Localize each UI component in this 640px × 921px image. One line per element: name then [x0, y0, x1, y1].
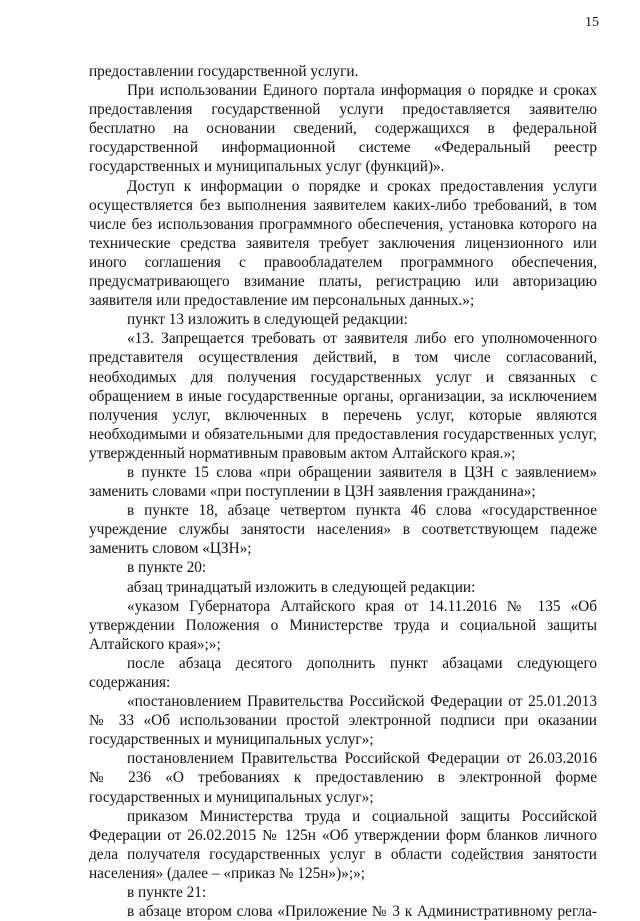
- paragraph: после абзаца десятого дополнить пункт абзацами следующего содержания:: [89, 654, 597, 691]
- paragraph: предоставлении государственной услуги.: [89, 63, 359, 80]
- document-body: [89, 62, 597, 921]
- paragraph: «13. Запрещается требовать от заявителя либо его уполномоченного представителя осуществления действий, в том числе согласований, необходимых для получения государственных услуг и связанных с обращением в иные государственные органы, организации, за исключением получения услуг, включенных в перечень услуг, которые являются необходимыми и обязательными для предоставления государственных услуг, утвержденный нормативным правовым актом Алтайского края.»;: [89, 330, 597, 462]
- paragraph: приказом Министерства труда и социальной защиты Российской Федерации от 26.02.2015 № 125н «Об утверждении форм бланков личного дела получателя государственных услуг в области содействия занятости населения» (далее – «приказ № 125н»)»;»;: [89, 807, 597, 882]
- paragraph: в пункте 20:: [127, 559, 207, 577]
- paragraph: постановлением Правительства Российской Федерации от 26.03.2016 № 236 «О требованиях к предоставлению в электронной форме государственных и муниципальных услуг»;: [89, 750, 597, 806]
- paragraph: пункт 13 изложить в следующей редакции:: [127, 311, 408, 329]
- paragraph: При использовании Единого портала информация о порядке и сроках предоставления государственной услуги предоставляется заявителю бесплатно на основании сведений, содержащихся в федеральной государственной информационной системе «Федеральный реестр государственных и муниципальных услуг (функций)».: [89, 82, 597, 176]
- paragraph: в пункте 18, абзаце четвертом пункта 46 слова «государственное учреждение службы занятости населения» в соответствующем падеже заменить словом «ЦЗН»;: [89, 502, 597, 558]
- paragraph: «постановлением Правительства Российской Федерации от 25.01.2013 № 33 «Об использовании простой электронной подписи при оказании государственных и муниципальных услуг»;: [89, 693, 597, 749]
- paragraph: Доступ к информации о порядке и сроках предоставления услуги осуществляется без выполнения заявителем каких-либо требований, в том числе без использования программного обеспечения, установка которого на технические средства заявителя требует заключения лицензионного или иного соглашения с правообладателем программного обеспечения, предусматривающего взимание платы, регистрацию или авторизацию заявителя или предоставление им персональных данных.»;: [89, 177, 597, 310]
- page-number: 15: [585, 15, 599, 30]
- paragraph: в пункте 15 слова «при обращении заявителя в ЦЗН с заявлением» заменить словами «при поступлении в ЦЗН заявления гражданина»;: [89, 463, 597, 501]
- paragraph: «указом Губернатора Алтайского края от 14.11.2016 № 135 «Об утверждении Положения о Министерстве труда и социальной защиты Алтайского края»;»;: [89, 597, 597, 653]
- paragraph: абзац тринадцатый изложить в следующей редакции:: [127, 578, 476, 596]
- scan-mark: [483, 859, 501, 862]
- paragraph: в абзаце втором слова «Приложение № 3 к Административному регла-: [127, 903, 597, 921]
- paragraph: в пункте 21:: [127, 884, 207, 902]
